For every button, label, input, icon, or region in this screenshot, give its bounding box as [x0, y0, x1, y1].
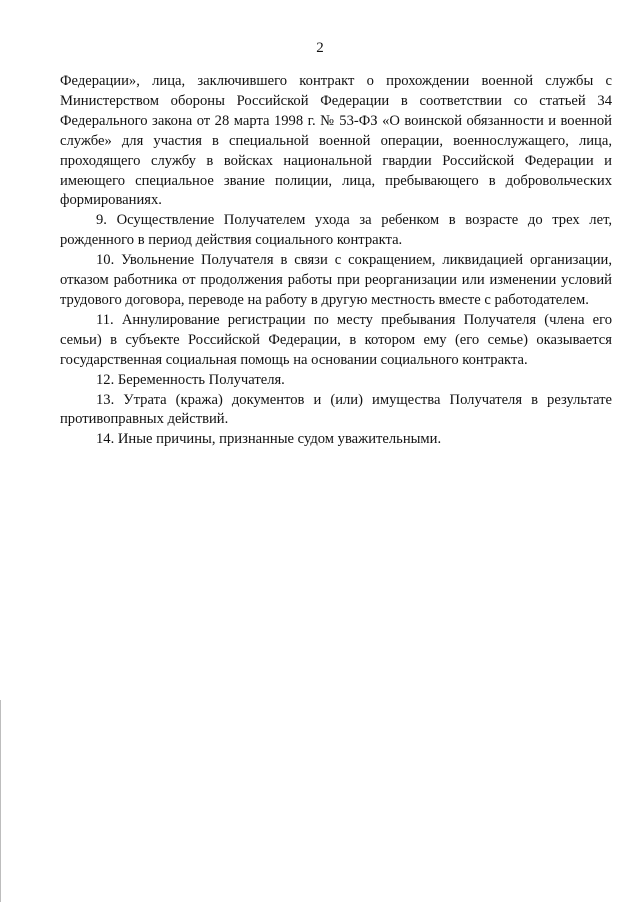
paragraph-continuation: Федерации», лица, заключившего контракт о прохождении военной службы с Министерством обороны Российской Федерации в соответствии со статьей 34 Федерального закона от 28 марта 1998 г. № 53-ФЗ «О воинской обязанности и военной службе» для участия в специальной военной операции, военнослужащего, лица, проходящего службу в войсках национальной гвардии Российской Федерации и имеющего специальное звание полиции, лица, пребывающего в добровольческих формированиях. — [60, 73, 612, 209]
scan-edge-line — [0, 700, 1, 902]
paragraph-item-11: 11. Аннулирование регистрации по месту пребывания Получателя (члена его семьи) в субъекте Российской Федерации, в котором ему (его семье) оказывается государственная социальная помощь на основании социального контракта. — [60, 311, 612, 368]
paragraph-item-9: 9. Осуществление Получателем ухода за ребенком в возрасте до трех лет, рожденного в период действия социального контракта. — [60, 212, 612, 249]
page-number: 2 — [316, 40, 324, 56]
paragraph-item-14: 14. Иные причины, признанные судом уважительными. — [96, 431, 442, 448]
document-body — [60, 72, 612, 450]
paragraph-item-13: 13. Утрата (кража) документов и (или) имущества Получателя в результате противоправных действий. — [60, 391, 612, 428]
paragraph-item-12: 12. Беременность Получателя. — [96, 371, 285, 388]
paragraph-item-10: 10. Увольнение Получателя в связи с сокращением, ликвидацией организации, отказом работника от продолжения работы при реорганизации или изменении условий трудового договора, переводе на работу в другую местность вместе с работодателем. — [60, 252, 612, 308]
